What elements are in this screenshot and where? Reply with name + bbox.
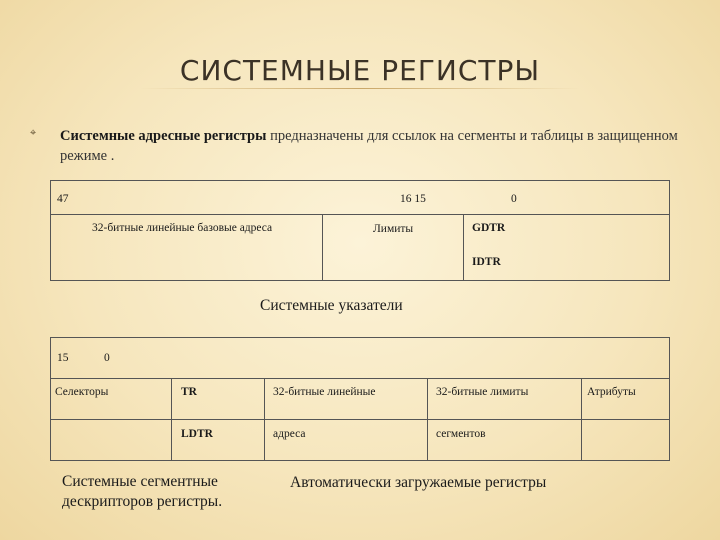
segment-descriptor-caption: Системные сегментные дескрипторов регистры. — [62, 473, 223, 510]
segment-limits-label-1: 32-битные лимиты — [436, 386, 529, 398]
pointers-caption: Системные указатели — [260, 297, 403, 314]
ldtr-label: LDTR — [181, 428, 213, 440]
segment-header-divider — [50, 378, 670, 379]
linear-address-label-1: 32-битные линейные — [273, 386, 376, 398]
base-address-label: 32-битные линейные базовые адреса — [92, 222, 273, 234]
selectors-label: Селекторы — [55, 386, 109, 398]
paragraph-text: предназначены для ссылок на сегменты и таблицы в защищенном режиме . — [60, 128, 678, 164]
tr-label: TR — [181, 386, 197, 398]
slide-title: СИСТЕМНЫЕ РЕГИСТРЫ — [179, 54, 541, 87]
x-bullet-icon: ⌖ — [30, 127, 37, 139]
limits-label: Лимиты — [373, 223, 414, 235]
segment-table-frame — [50, 337, 670, 461]
bit-47-label: 47 — [57, 193, 69, 205]
intro-paragraph — [60, 126, 680, 166]
pointers-col-divider-1 — [322, 214, 323, 281]
segment-col-divider-2 — [264, 378, 265, 461]
bit-16-15-label: 16 15 — [400, 193, 426, 205]
segment-col-divider-3 — [427, 378, 428, 461]
segment-col-divider-4 — [581, 378, 582, 461]
pointers-col-divider-2 — [463, 214, 464, 281]
segment-row-divider — [50, 419, 670, 420]
segment-col-divider-1 — [171, 378, 172, 461]
attributes-label: Атрибуты — [587, 386, 636, 398]
gdtr-label: GDTR — [472, 222, 506, 234]
paragraph-bold-text: Системные адресные регистры — [60, 128, 267, 144]
idtr-label: IDTR — [472, 256, 501, 268]
title-underline — [140, 88, 580, 89]
pointers-header-divider — [50, 214, 670, 215]
auto-loaded-caption: Автоматически загружаемые регистры — [290, 474, 547, 491]
bit-0-label-2: 0 — [104, 352, 110, 364]
bit-0-label: 0 — [511, 193, 517, 205]
segment-limits-label-2: сегментов — [436, 428, 486, 440]
bit-15-label: 15 — [57, 352, 69, 364]
linear-address-label-2: адреса — [273, 428, 306, 440]
